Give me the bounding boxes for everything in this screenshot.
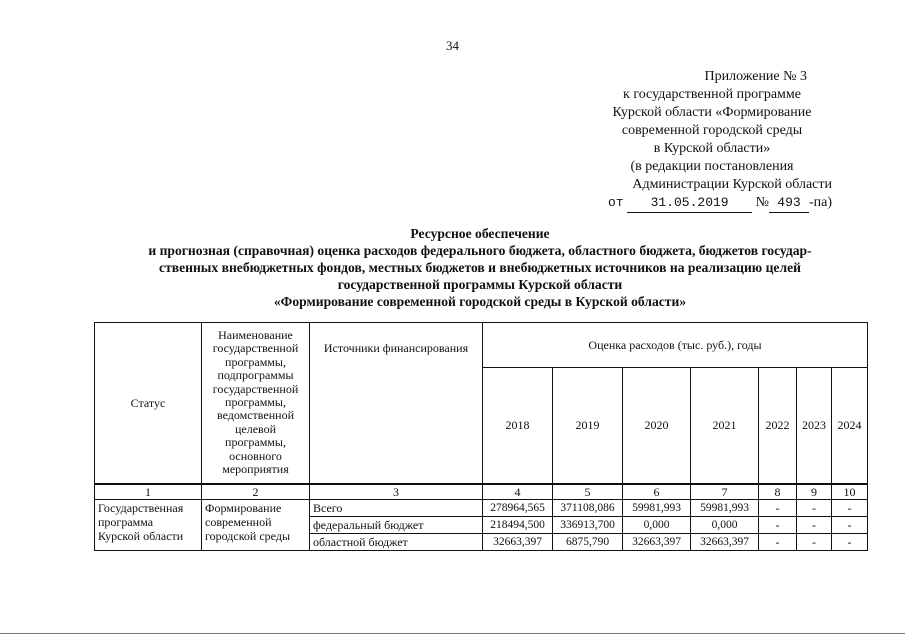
header-name: Наименование государственной программы, подпрограммы государственной программы, ведомственной целевой программы, основного мероприятия: [202, 323, 310, 484]
value-cell: 0,000: [691, 516, 759, 533]
page-number: 34: [446, 38, 459, 53]
value-cell: 32663,397: [483, 533, 553, 550]
value-cell: -: [832, 533, 868, 550]
appendix-line: Администрации Курской области: [632, 177, 832, 192]
value-cell: 0,000: [623, 516, 691, 533]
column-numbers-row: [95, 484, 868, 500]
appendix-line: Приложение № 3: [704, 69, 807, 84]
program-cell: Формирование современной городской среды: [202, 499, 310, 550]
appendix-date-line: [532, 194, 832, 213]
value-cell: -: [759, 499, 797, 516]
value-cell: 371108,086: [553, 499, 623, 516]
column-number: 9: [797, 484, 832, 500]
source-cell: федеральный бюджет: [310, 516, 483, 533]
header-sources: Источники финансирования: [310, 323, 483, 484]
number-suffix: -па): [808, 195, 832, 210]
value-cell: 218494,500: [483, 516, 553, 533]
resolution-date: 31.05.2019: [627, 194, 752, 213]
date-prefix: от: [608, 195, 624, 210]
value-cell: -: [832, 516, 868, 533]
header-year: 2024: [832, 368, 868, 484]
document-heading: [90, 225, 870, 310]
header-year: 2023: [797, 368, 832, 484]
value-cell: 32663,397: [623, 533, 691, 550]
value-cell: 59981,993: [623, 499, 691, 516]
value-cell: -: [832, 499, 868, 516]
column-number: 4: [483, 484, 553, 500]
header-year: 2018: [483, 368, 553, 484]
heading-line: «Формирование современной городской среды в Курской области»: [273, 294, 687, 309]
appendix-line: (в редакции постановления: [630, 159, 794, 174]
status-cell: Государственная программа Курской области: [95, 499, 202, 550]
column-number: 3: [310, 484, 483, 500]
appendix-line: Курской области «Формирование: [612, 105, 812, 120]
header-year: 2021: [691, 368, 759, 484]
header-status: Статус: [95, 323, 202, 484]
appendix-line: к государственной программе: [623, 87, 801, 102]
column-number: 2: [202, 484, 310, 500]
heading-line: государственной программы Курской области: [337, 277, 623, 292]
column-number: 1: [95, 484, 202, 500]
heading-line: и прогнозная (справочная) оценка расходов федерального бюджета, областного бюджета, бюджетов государ-: [148, 243, 812, 258]
appendix-block: [532, 68, 832, 213]
column-number: 8: [759, 484, 797, 500]
column-number: 10: [832, 484, 868, 500]
source-cell: Всего: [310, 499, 483, 516]
value-cell: 336913,700: [553, 516, 623, 533]
value-cell: -: [797, 516, 832, 533]
value-cell: -: [797, 499, 832, 516]
column-number: 5: [553, 484, 623, 500]
heading-line: ственных внебюджетных фондов, местных бюджетов и внебюджетных источников на реализацию целей: [159, 260, 801, 275]
appendix-line: современной городской среды: [621, 123, 803, 138]
table-row: [95, 499, 868, 516]
resource-table: [94, 322, 868, 551]
value-cell: -: [759, 533, 797, 550]
header-year: 2019: [553, 368, 623, 484]
header-estimate: Оценка расходов (тыс. руб.), годы: [483, 323, 868, 368]
header-year: 2022: [759, 368, 797, 484]
number-prefix: №: [755, 195, 769, 210]
column-number: 6: [623, 484, 691, 500]
source-cell: областной бюджет: [310, 533, 483, 550]
value-cell: -: [759, 516, 797, 533]
page-edge-line: [0, 633, 905, 634]
resolution-number: 493: [769, 194, 809, 213]
value-cell: 278964,565: [483, 499, 553, 516]
appendix-line: в Курской области»: [653, 141, 771, 156]
value-cell: 6875,790: [553, 533, 623, 550]
value-cell: 32663,397: [691, 533, 759, 550]
column-number: 7: [691, 484, 759, 500]
heading-line: Ресурсное обеспечение: [410, 226, 550, 241]
value-cell: -: [797, 533, 832, 550]
value-cell: 59981,993: [691, 499, 759, 516]
header-year: 2020: [623, 368, 691, 484]
